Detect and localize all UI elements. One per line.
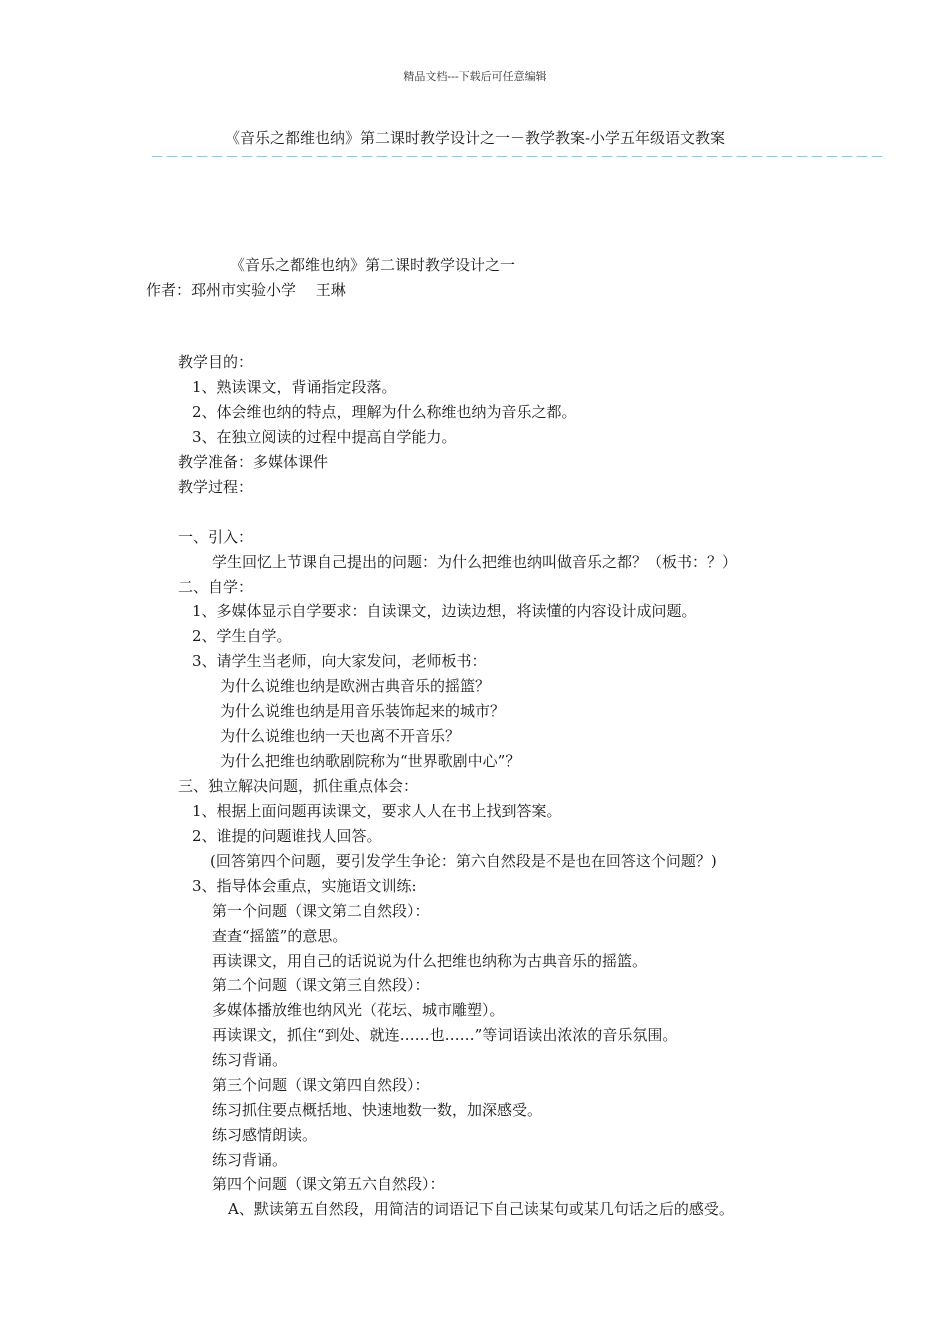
text-line: 1、熟读课文，背诵指定段落。 bbox=[192, 378, 397, 396]
text-line: 1、根据上面问题再读课文，要求人人在书上找到答案。 bbox=[192, 802, 562, 820]
watermark-header: 精品文档---下载后可任意编辑 bbox=[403, 70, 547, 83]
dashed-divider: －－－－－－－－－－－－－－－－－－－－－－－－－－－－－－－－－－－－－－－－－－－－－－－－－ bbox=[150, 150, 885, 166]
question-line: 为什么说维也纳一天也离不开音乐？ bbox=[220, 727, 461, 745]
text-line: 练习感情朗读。 bbox=[212, 1126, 318, 1144]
text-line: 2、体会维也纳的特点，理解为什么称维也纳为音乐之都。 bbox=[192, 403, 577, 421]
section-heading: 二、自学： bbox=[178, 578, 254, 596]
text-line: 练习背诵。 bbox=[212, 1051, 288, 1069]
section-heading: 一、引入： bbox=[178, 528, 254, 546]
text-line: 第二个问题（课文第三自然段）： bbox=[212, 976, 430, 994]
author-line: 作者：邳州市实验小学 王琳 bbox=[146, 281, 346, 299]
text-line: 第三个问题（课文第四自然段）： bbox=[212, 1076, 430, 1094]
section-heading: 教学准备：多媒体课件 bbox=[178, 453, 329, 471]
text-line: 第四个问题（课文第五六自然段）： bbox=[212, 1175, 445, 1193]
text-line: 2、学生自学。 bbox=[192, 627, 292, 645]
text-line: 3、指导体会重点，实施语文训练: bbox=[192, 877, 417, 895]
text-line: 多媒体播放维也纳风光（花坛、城市雕塑）。 bbox=[212, 1001, 505, 1019]
text-line: 练习抓住要点概括地、快速地数一数，加深感受。 bbox=[212, 1101, 543, 1119]
section-heading: 三、独立解决问题，抓住重点体会： bbox=[178, 777, 419, 795]
question-line: 为什么说维也纳是用音乐装饰起来的城市？ bbox=[220, 702, 506, 720]
lesson-title: 《音乐之都维也纳》第二课时教学设计之一 bbox=[230, 256, 516, 274]
question-line: 为什么把维也纳歌剧院称为“世界歌剧中心”？ bbox=[220, 752, 521, 770]
text-line: 再读课文，抓住“到处、就连……也……”等词语读出浓浓的音乐氛围。 bbox=[212, 1026, 678, 1044]
text-line: 1、多媒体显示自学要求：自读课文，边读边想，将读懂的内容设计成问题。 bbox=[192, 602, 697, 620]
text-line: 查查“摇篮”的意思。 bbox=[212, 927, 348, 945]
text-line: 3、在独立阅读的过程中提高自学能力。 bbox=[192, 428, 457, 446]
text-line: (回答第四个问题，要引发学生争论：第六自然段是不是也在回答这个问题？) bbox=[210, 852, 717, 870]
section-heading: 教学过程： bbox=[178, 478, 254, 496]
text-line: 2、谁提的问题谁找人回答。 bbox=[192, 827, 382, 845]
text-line: A、默读第五自然段，用简洁的词语记下自己读某句或某几句话之后的感受。 bbox=[228, 1200, 734, 1218]
document-title: 《音乐之都维也纳》第二课时教学设计之一－教学教案-小学五年级语文教案 bbox=[224, 129, 726, 147]
text-line: 再读课文，用自己的话说说为什么把维也纳称为古典音乐的摇篮。 bbox=[212, 952, 648, 970]
text-line: 第一个问题（课文第二自然段）： bbox=[212, 902, 430, 920]
text-line: 练习背诵。 bbox=[212, 1151, 288, 1169]
text-line: 学生回忆上节课自己提出的问题：为什么把维也纳叫做音乐之都？（板书：？） bbox=[212, 553, 738, 571]
section-heading: 教学目的： bbox=[178, 353, 254, 371]
text-line: 3、请学生当老师，向大家发问，老师板书： bbox=[192, 652, 487, 670]
question-line: 为什么说维也纳是欧洲古典音乐的摇篮？ bbox=[220, 677, 491, 695]
